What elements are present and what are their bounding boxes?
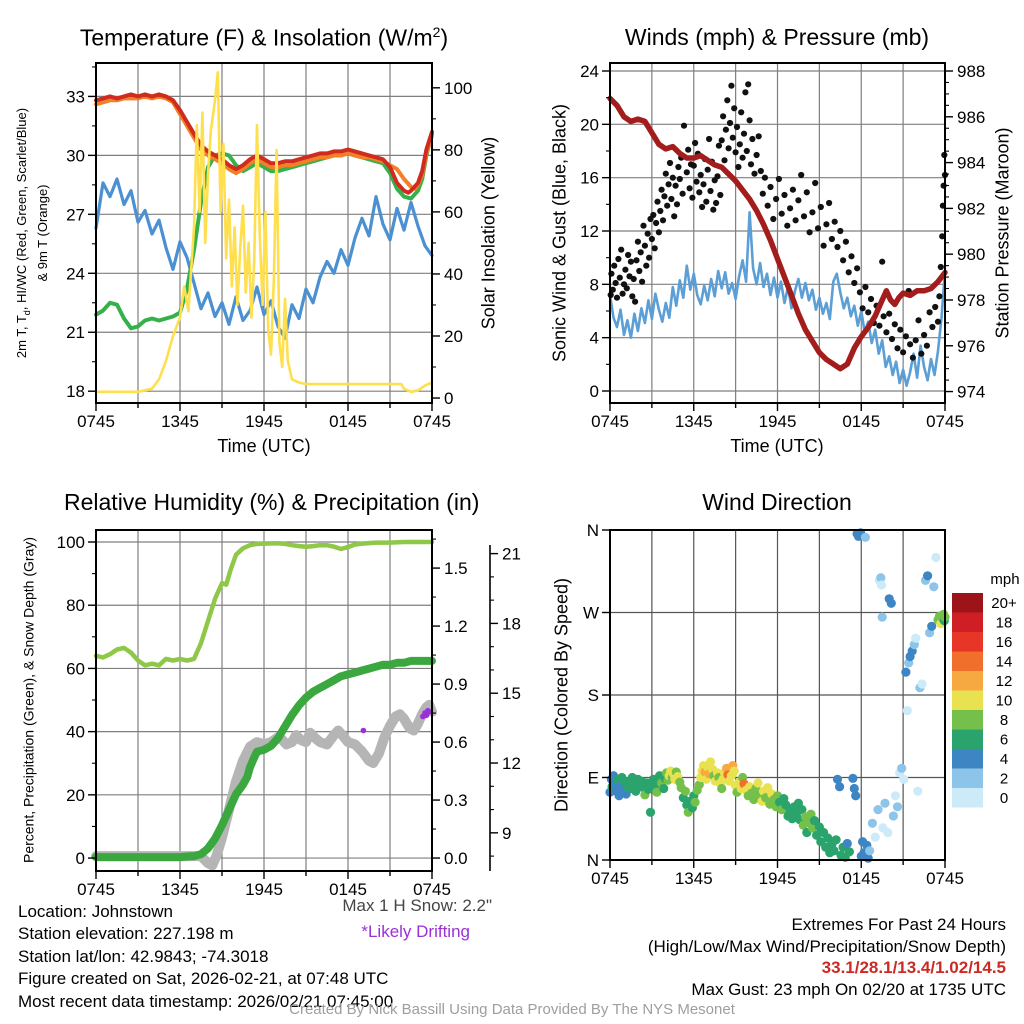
svg-text:33: 33 [66,87,85,107]
humidity-y-axis-label: Percent, Precipitation (Green), & Snow Depth (Gray) [20,536,37,864]
winds-chart-title: Winds (mph) & Pressure (mb) [624,24,930,50]
temperature-y-axis-label: 2m T, $T_d$, HI/WC (Red, Green, Scarlet/Blue) & 9m T (Orange) [14,107,50,359]
svg-text:100: 100 [56,533,85,553]
svg-text:1345: 1345 [161,880,199,899]
svg-text:0745: 0745 [413,412,451,431]
temperature-chart-title: Temperature (F) & Insolation $(W/m^2)$ [79,24,449,51]
extremes-title: Extremes For Past 24 Hours [791,915,1006,934]
svg-text:6: 6 [999,731,1009,749]
svg-text:10: 10 [995,692,1013,710]
svg-text:18: 18 [502,614,521,634]
svg-text:0745: 0745 [591,869,629,888]
svg-text:12: 12 [580,222,599,241]
svg-text:18: 18 [66,382,85,402]
humidity-chart-title: Relative Humidity (%) & Precipitation (in) [64,489,480,515]
svg-text:988: 988 [957,62,986,82]
extremes-values: 33.1/28.1/13.4/1.02/14.5 [821,958,1006,978]
most-recent-data-timestamp: Most recent data timestamp: 2026/02/21 07:45:00 [18,991,394,1011]
extremes-block [648,914,1006,1000]
svg-text:0145: 0145 [329,880,367,899]
figure-created-timestamp: Figure created on Sat, 2026-02-21, at 07:48 UTC [18,969,389,989]
svg-text:986: 986 [957,107,986,127]
svg-text:20: 20 [444,326,463,346]
svg-text:974: 974 [957,382,986,402]
svg-text:0745: 0745 [926,869,964,888]
svg-text:8: 8 [999,711,1009,729]
svg-text:0.3: 0.3 [444,791,468,811]
svg-text:1.2: 1.2 [444,617,468,637]
svg-text:100: 100 [444,78,473,98]
wind-y-axis-label: Sonic Wind & Gust (Blue, Black) [549,103,570,363]
max-snow-note: Max 1 H Snow: 2.2" [342,896,492,915]
svg-text:20: 20 [66,785,85,805]
svg-text:0: 0 [999,789,1009,807]
svg-text:0145: 0145 [842,869,881,888]
svg-text:0745: 0745 [413,880,451,899]
svg-text:0745: 0745 [77,880,115,899]
svg-text:E: E [587,768,599,788]
svg-text:12: 12 [502,754,521,774]
svg-text:16: 16 [995,633,1013,651]
svg-text:0: 0 [589,382,599,401]
svg-text:80: 80 [444,140,463,160]
svg-text:984: 984 [957,153,986,173]
pressure-y-axis-label: Station Pressure (Maroon) [992,127,1013,339]
svg-text:4: 4 [589,328,599,348]
svg-text:15: 15 [502,684,521,704]
svg-text:0145: 0145 [842,412,881,431]
insolation-y-axis-label: Solar Insolation (Yellow) [478,136,499,330]
svg-text:1345: 1345 [674,412,713,431]
svg-text:40: 40 [444,264,463,284]
credit-text: Created By Nick Bassill Using Data Provided By The NYS Mesonet [289,1001,735,1018]
direction-y-axis-label: Direction (Colored By Speed) [551,577,572,813]
station-info [18,901,393,1013]
svg-text:21: 21 [66,323,85,343]
svg-text:0: 0 [75,849,85,869]
svg-text:976: 976 [957,336,986,356]
svg-text:80: 80 [66,596,85,616]
svg-text:1945: 1945 [758,412,797,431]
temperature-x-axis-label: Time (UTC) [217,436,311,456]
svg-text:0: 0 [444,389,454,409]
winds-x-axis-label: Time (UTC) [730,436,824,456]
svg-text:0745: 0745 [77,412,115,431]
svg-text:2: 2 [999,770,1009,788]
svg-text:N: N [586,851,599,870]
svg-text:1345: 1345 [674,869,713,888]
station-elevation: Station elevation: 227.198 m [18,924,234,944]
svg-text:0145: 0145 [329,412,367,431]
svg-text:978: 978 [957,290,986,310]
svg-text:40: 40 [66,722,85,742]
svg-text:14: 14 [995,653,1013,671]
svg-text:27: 27 [66,205,85,225]
wind-direction-chart-title: Wind Direction [702,489,852,515]
svg-text:60: 60 [444,202,463,222]
extremes-subtitle: (High/Low/Max Wind/Precipitation/Snow Depth) [647,936,1006,956]
station-latlon: Station lat/lon: 42.9843; -74.3018 [18,946,269,966]
svg-text:1345: 1345 [161,412,199,431]
svg-text:30: 30 [66,146,85,166]
svg-text:0745: 0745 [926,412,964,431]
svg-text:8: 8 [589,275,599,295]
svg-text:982: 982 [957,199,986,219]
max-gust-text: Max Gust: 23 mph On 02/20 at 1735 UTC [691,979,1006,999]
svg-text:24: 24 [66,264,85,284]
svg-text:1945: 1945 [758,869,797,888]
svg-text:0.9: 0.9 [444,675,468,695]
svg-text:980: 980 [957,245,986,265]
svg-text:1945: 1945 [245,412,283,431]
svg-text:4: 4 [999,750,1009,768]
svg-text:mph: mph [990,571,1020,588]
svg-text:N: N [586,521,599,540]
svg-text:18: 18 [995,614,1013,632]
svg-text:12: 12 [995,672,1013,690]
svg-text:1945: 1945 [245,880,283,899]
svg-text:60: 60 [66,659,85,679]
svg-text:1.5: 1.5 [444,559,468,579]
svg-text:0745: 0745 [591,412,629,431]
svg-text:16: 16 [580,168,599,188]
svg-text:W: W [582,603,599,623]
svg-text:0.6: 0.6 [444,733,468,753]
svg-text:20: 20 [580,115,599,135]
svg-text:20+: 20+ [991,594,1017,612]
svg-text:21: 21 [502,544,521,564]
drifting-note: *Likely Drifting [361,922,470,941]
svg-text:24: 24 [580,62,599,81]
station-location: Location: Johnstown [18,902,173,921]
svg-text:S: S [587,686,599,705]
svg-text:0.0: 0.0 [444,849,468,869]
svg-text:9: 9 [502,823,512,843]
